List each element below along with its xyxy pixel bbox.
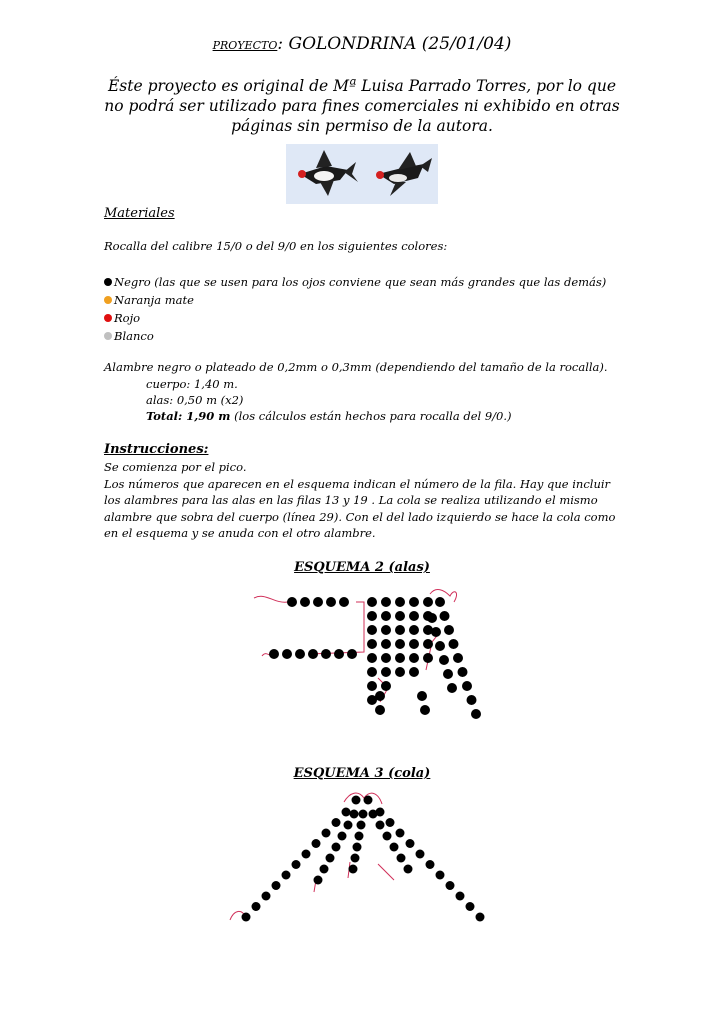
bead [367,625,377,635]
bead [287,597,297,607]
list-item [104,327,624,345]
bead [376,821,385,830]
bead [431,627,441,637]
wire-path [378,864,394,880]
bead [355,832,364,841]
bead [252,902,261,911]
bead [349,865,358,874]
bead [396,829,405,838]
swallow-left-figure [298,150,358,196]
bead [444,625,454,635]
bead [409,597,419,607]
bead [443,669,453,679]
bead [308,649,318,659]
color-dot-orange [104,296,112,304]
list-item [104,291,624,309]
bead [409,639,419,649]
bead [367,639,377,649]
bead [344,821,353,830]
bead [282,871,291,880]
bead [453,653,463,663]
bead [427,613,437,623]
bead [447,683,457,693]
bead [381,611,391,621]
color-label: Blanco [114,329,154,343]
color-list [104,273,624,345]
bead [292,860,301,869]
bead [471,709,481,719]
bead [467,695,477,705]
total-note: (los cálculos están hechos para rocalla del 9/0.) [230,409,512,423]
bead [320,865,329,874]
bead [395,653,405,663]
bead [409,653,419,663]
bead [312,839,321,848]
bead [326,854,335,863]
bead [295,649,305,659]
bead [397,854,406,863]
color-label: Rojo [114,311,141,325]
bead [334,649,344,659]
list-item [104,309,624,327]
color-dot-black [104,278,112,286]
scheme3-tail-diagram [218,784,508,936]
bead [321,649,331,659]
wire-path [356,602,364,612]
project-label: PROYECTO [212,39,278,52]
bead [300,597,310,607]
bead [269,649,279,659]
bead [332,843,341,852]
wire-path [426,632,440,670]
bead [446,881,455,890]
total-label: Total: 1,90 m [146,409,231,423]
bead [326,597,336,607]
color-label: Naranja mate [114,293,194,307]
list-item [104,273,624,291]
bead [302,850,311,859]
bead [406,839,415,848]
bead [367,653,377,663]
scheme3-title: ESQUEMA 3 (cola) [293,766,431,781]
wings-wire: alas: 0,50 m (x2) [146,393,244,407]
materials-heading: Materiales [104,206,175,221]
bead [439,655,449,665]
bead [435,597,445,607]
bead [262,892,271,901]
bead [423,653,433,663]
bead [381,639,391,649]
bead [458,667,468,677]
intro-paragraph: Éste proyecto es original de Mª Luisa Parrado Torres, por lo que no podrá ser utilizado para fines comerciales ni exhibido en otras páginas sin permiso de la autora. [104,77,620,135]
bead [436,871,445,880]
bead [342,808,351,817]
swallow-photo [286,144,438,204]
bead [338,832,347,841]
instructions-body [104,459,624,542]
bead [395,625,405,635]
bead [404,865,413,874]
instructions-heading: Instrucciones: [104,442,209,457]
bead [476,913,485,922]
bead [272,881,281,890]
bead [423,597,433,607]
wire-path [254,596,288,602]
bead [313,597,323,607]
bead [417,691,427,701]
bead [395,597,405,607]
bead [351,854,360,863]
color-dot-white [104,332,112,340]
bead [357,821,366,830]
bead [332,818,341,827]
bead [242,913,251,922]
scheme2-wings-diagram [240,578,490,768]
bead [395,667,405,677]
color-dot-red [104,314,112,322]
scheme2-title: ESQUEMA 2 (alas) [294,560,430,575]
bead [409,667,419,677]
bead [350,810,359,819]
bead [353,843,362,852]
bead [367,597,377,607]
bead [347,649,357,659]
bead [426,860,435,869]
bead [364,796,373,805]
bead [383,832,392,841]
bead [359,810,368,819]
instructions-p2: Los números que aparecen en el esquema indican el número de la fila. Hay que incluir los alambres para las alas en las filas 13 y 19 . La cola se realiza utilizando el mismo alambre que sobra del cuerpo (línea 29). Con el del lado izquierdo se hace la cola como en el esquema y se anuda con el otro alambre. [104,476,616,540]
bead [420,705,430,715]
wings-bead-group [269,597,481,719]
bead [416,850,425,859]
swallow-right-figure [376,152,432,196]
bead [282,649,292,659]
bead [381,597,391,607]
bead [381,625,391,635]
bead [367,611,377,621]
bead [449,639,459,649]
bead [381,681,391,691]
bead [395,611,405,621]
bead [367,681,377,691]
bead [386,818,395,827]
bead [409,625,419,635]
body-wire: cuerpo: 1,40 m. [146,377,238,391]
bead [339,597,349,607]
total-wire [146,408,626,425]
bead [375,691,385,701]
bead [376,808,385,817]
bead [423,639,433,649]
bead [352,796,361,805]
beads-intro: Rocalla del calibre 15/0 o del 9/0 en los siguientes colores: [104,239,448,253]
bead [390,843,399,852]
bead [466,902,475,911]
tail-bead-group [242,796,485,922]
wire-path [308,612,364,654]
bead [381,667,391,677]
project-title: GOLONDRINA (25/01/04) [288,34,512,54]
bead [381,653,391,663]
color-label: Negro (las que se usen para los ojos conviene que sean más grandes que las demás) [114,275,607,289]
bead [322,829,331,838]
instructions-p1: Se comienza por el pico. [104,460,247,474]
page-title: PROYECTO: GOLONDRINA (25/01/04) [212,34,512,54]
wire-intro: Alambre negro o plateado de 0,2mm o 0,3mm (dependiendo del tamaño de la rocalla). [104,360,608,374]
bead [462,681,472,691]
bead [375,705,385,715]
bead [314,876,323,885]
bead [435,641,445,651]
bead [367,667,377,677]
swallow-photo-art [286,144,438,204]
bead [409,611,419,621]
bead [440,611,450,621]
bead [456,892,465,901]
wire-path [344,793,382,804]
bead [395,639,405,649]
